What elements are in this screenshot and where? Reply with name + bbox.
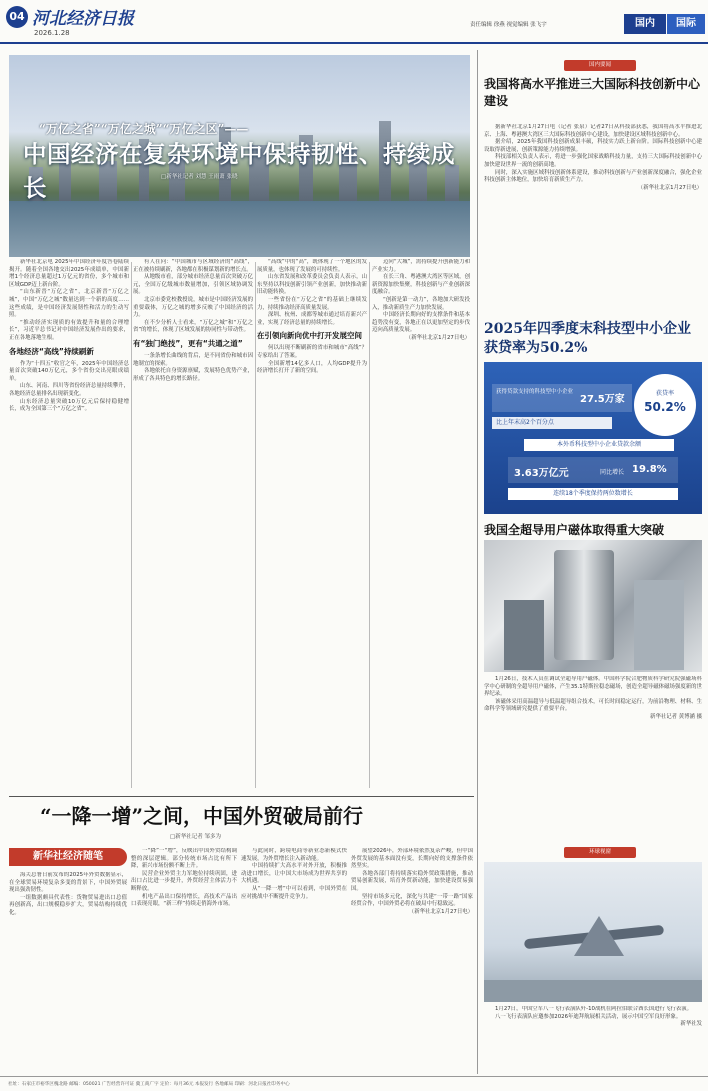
infographic-panel [492,384,632,412]
lead-headline: 中国经济在复杂环境中保持韧性、持续成长 [23,140,455,202]
issue-date: 2026.1.28 [34,29,70,37]
paper-logo: 河北经济日报 [32,9,134,29]
photo-caption [484,1006,702,1066]
paragraph: 据介绍，2025年我国科技创新成果丰硕，科技实力跃上新台阶。国际科技创新中心建设取得新进展，创新策源能力持续增强。 [484,139,702,153]
article-end-note: （新华社北京1月27日电） [408,908,473,915]
paragraph: 何以出现不断刷新的省市和城市“高线”？专家给出了答案。 [257,345,367,359]
paragraph: 山东、河南、四川等省份经济总量持续攀升，各地经济总量排名出现新变化。 [9,383,129,397]
lead-column-4 [372,259,470,791]
article-end-note: （新华社北京1月27日电） [637,184,702,191]
photo-credit: 新华社记者 黄博涵 摄 [650,713,702,720]
paragraph: 民营企业外贸主力军地位持续巩固，进出口占比进一步提升，外贸经营主体活力不断释放。 [131,870,237,892]
paragraph: 1月26日，技术人员在调试全超导用户磁体。中国科学院合肥物质科学研究院强磁场科学中心研制的全超导用户磁体，产生35.1特斯拉稳态磁场，创造全超导磁体磁场强度新的世界纪录。 [484,676,702,698]
paragraph: 据新华社北京1月27日电（记者 张泉）记者27日从科技部获悉，我国将高水平推进北京、上海、粤港澳大湾区三大国际科技创新中心建设，加快建设区域科技创新中心。 [484,124,702,138]
infographic-note: 比上年末高2个百分点 [492,417,612,429]
paragraph: 机电产品出口保持增长，高技术产品出口表现亮眼，“新三样”持续走俏海外市场。 [131,893,237,908]
page-number: 04 [6,6,28,28]
right-article-body [484,124,702,315]
paragraph: 迈向“大城”，需持续提升创新能力和产业实力。 [372,259,470,273]
paragraph: 全国新增14亿多人口，人均GDP提升为经济增长打开了新的空间。 [257,360,367,375]
paragraph: “创新是第一动力”，各地加大研发投入，推动新质生产力加快发展。 [372,296,470,311]
paragraph: 中国持续扩大高水平对外开放，积极推动进口增长，让中国大市场成为世界共享的大机遇。 [241,863,347,885]
paragraph: 一条条增长曲线的背后，是不同省份和城市因地制宜的探索。 [133,352,253,367]
article2-column-3 [241,848,347,1082]
loan-infographic [484,362,702,514]
paragraph: 与此同时，跨境电商等新业态新模式快速发展，为外贸增长注入新动能。 [241,848,347,862]
paragraph: “推动经济实现质的有效提升和量的合理增长”，习近平总书记对中国经济发展作出的要求，正在各地落地生根。 [9,319,129,341]
paragraph: 一“降”一“增”，反映出中国外贸结构调整的深层逻辑。部分传统市场占比有所下降，新兴市场份额不断上升。 [131,848,237,870]
paragraph: 中国经济长期向好的支撑条件和基本趋势没有变，各地正在以更加坚定的步伐迈向高质量发展。 [372,312,470,334]
paragraph: 坚持市场多元化，深化与共建“一带一路”国家经贸合作，中国外贸必将在破局中行稳致远。 [351,893,473,908]
infographic-value: 3.63万亿元 [514,468,569,479]
section-tab-international: 国际 [667,14,705,34]
lead-kicker: “万亿之省”“万亿之城”“万亿之区”—— [39,122,249,136]
lead-column-1 [9,259,129,791]
infographic-panel [508,457,678,483]
lead-photo [9,55,470,257]
lead-subhead-2: 有“独门绝技”，更有“共通之道” [133,338,243,348]
article2-headline: “一降一增”之间，中国外贸破局前行 [40,804,364,828]
article2-column-2 [131,848,237,1082]
paragraph: 新华社北京电 2025年中国经济年度答卷陆续揭开。随着全国各地交出2025年成绩单，中国新增1个经济总量超过1万亿元的省份，多个城市和区域GDP迈上新台阶。 [9,259,129,288]
article2-column-1 [9,872,127,1082]
paragraph: “山东新晋“万亿之省”，北京新晋“万亿之城”，中国“万亿之城”数量达到一个新的高度……这些成绩，是中国经济发展韧性和活力的生动写照。 [9,289,129,319]
article2-byline: □新华社记者 邹多为 [170,834,221,840]
paragraph: 深圳、杭州、成都等城市通过培育新兴产业，实现了经济总量的持续增长。 [257,312,367,326]
right-headline-2: 2025年四季度末科技型中小企业获贷率为50.2% [484,321,691,356]
paragraph: 各地依托自身资源禀赋，发展特色优势产业，形成了各具特色的增长路径。 [133,368,253,382]
paragraph: 一些省份在“万亿之省”的基础上继续发力，持续推动经济高质量发展。 [257,296,367,311]
paragraph: 从“一降一增”中可以看到，中国外贸在应对挑战中不断提升竞争力。 [241,885,347,900]
column-tag: 新华社经济随笔 [9,848,127,866]
paragraph: 有人在问：“中国城市与区域经济的“高线”，正在被持续刷新，各地都在积极谋划新的增长点。 [133,259,253,273]
paragraph: 该磁体采用高温超导与低温超导组合技术，可长时间稳定运行，为前沿物理、材料、生命科学等领域研究提供了重要平台。 [484,698,702,713]
infographic-value: 27.5万家 [580,394,625,405]
rate-circle [634,374,696,436]
photo-credit: 新华社发 [680,1021,702,1028]
photo-caption [484,676,702,798]
paragraph: 从地级市看，部分城市经济总量首次突破万亿元，全国万亿级城市数量增加，引领区域协调发展。 [133,274,253,296]
masthead [0,0,708,44]
paragraph: 各地各部门将持续落实稳外贸政策措施，推动贸易创新发展，培育外贸新动能，加快建设贸易强国。 [351,870,473,892]
lead-subhead-3: 在引领向新向优中打开发展空间 [257,331,362,341]
lead-subhead-1: 各地经济“高线”持续刷新 [9,346,94,356]
paragraph: 作为“十四五”收官之年，2025年中国经济总量首次突破140万亿元，多个省份交出亮眼成绩单。 [9,360,129,382]
paragraph: 在不少分析人士看来，“万亿之城”和“万亿之省”的增长，体现了区域发展的协同性与带动性。 [133,319,253,334]
lead-byline: □新华社记者 刘慧 王雨萧 张晓 [161,174,238,180]
paragraph: 北京市委党校教授说，城市是中国经济发展的重要载体，万亿之城的增多反映了中国经济的活力。 [133,296,253,319]
lead-column-3 [257,259,367,791]
section-tab-domestic: 国内 [624,14,666,34]
page-footer: 社址：石家庄市裕华区槐北路 邮编：050021 广告经营许可证 冀工商广字 定价：每月36元 本报发行 各地邮局 印刷：河北日报社印务中心 [0,1076,708,1091]
infographic-value: 50.2% [644,400,686,414]
paragraph: “高线”中的“高”，既体现了一个地区的发展质量，也体现了发展的可持续性。 [257,259,367,273]
right-headline-1: 我国将高水平推进三大国际科技创新中心建设 [484,77,701,108]
paragraph: 科技部相关负责人表示，将进一步强化国家战略科技力量，支持三大国际科技创新中心加快建设世界一流的创新高地。 [484,154,702,168]
paragraph: 山东省发展和改革委员会负责人表示，山东坚持以科技创新引领产业创新，加快推动新旧动能转换。 [257,274,367,296]
infographic-value: 19.8% [632,464,667,475]
infographic-label: 本外币科技型中小企业贷款余额 [524,439,674,451]
editor-credits: 责任编辑 徐燕 视觉编辑 张飞宇 [470,22,547,28]
infographic-label: 获得贷款支持的科技型中小企业 [496,389,574,395]
paragraph: 展望2026年，外部环境依然复杂严峻，但中国外贸发展的基本面没有变，长期向好的支撑条件依然坚实。 [351,848,473,870]
jet-photo [484,862,702,1002]
paragraph: 山东经济总量突破10万亿元后保持稳健增长，成为全国第三个“万亿之省”。 [9,398,129,413]
paragraph: 一组数据颇具代表性：货物贸易进出口总值再创新高，出口规模稳步扩大，贸易结构持续优化。 [9,894,127,916]
right-headline-3: 我国全超导用户磁体取得重大突破 [484,523,665,537]
article2-column-4 [351,848,473,1082]
infographic-label: 同比增长 [600,469,625,476]
paragraph: 八一飞行表演队应邀参加2026年迪拜航展相关活动，展示中国空军良好形象。 [495,1013,682,1020]
right-section-tag: 国内要闻 [564,60,636,71]
infographic-label: 获贷率 [655,390,674,397]
infographic-note: 连续18个季度保持两位数增长 [508,488,678,500]
lead-column-2 [133,259,253,791]
world-section-tag: 环球视窗 [564,847,636,858]
paragraph: 1月27日，中国空军八一飞行表演队歼-10战机在阿拉伯联合酋长国进行飞行表演。 [495,1006,692,1012]
paragraph: 海关总署日前发布的2025年外贸数据显示，在全球贸易环境复杂多变的背景下，中国外贸展现出强劲韧性。 [9,872,127,894]
article-end-note: （新华社北京1月27日电） [405,334,470,341]
paragraph: 在长三角、粤港澳大湾区等区域，创新资源加快集聚，科技创新与产业创新深度融合。 [372,274,470,296]
paragraph: 同时，深入实施区域科技创新体系建设，推动科技创新与产业创新深度融合，强化企业科技创新主体地位，加快培育新质生产力。 [484,169,702,184]
magnet-photo [484,540,702,672]
